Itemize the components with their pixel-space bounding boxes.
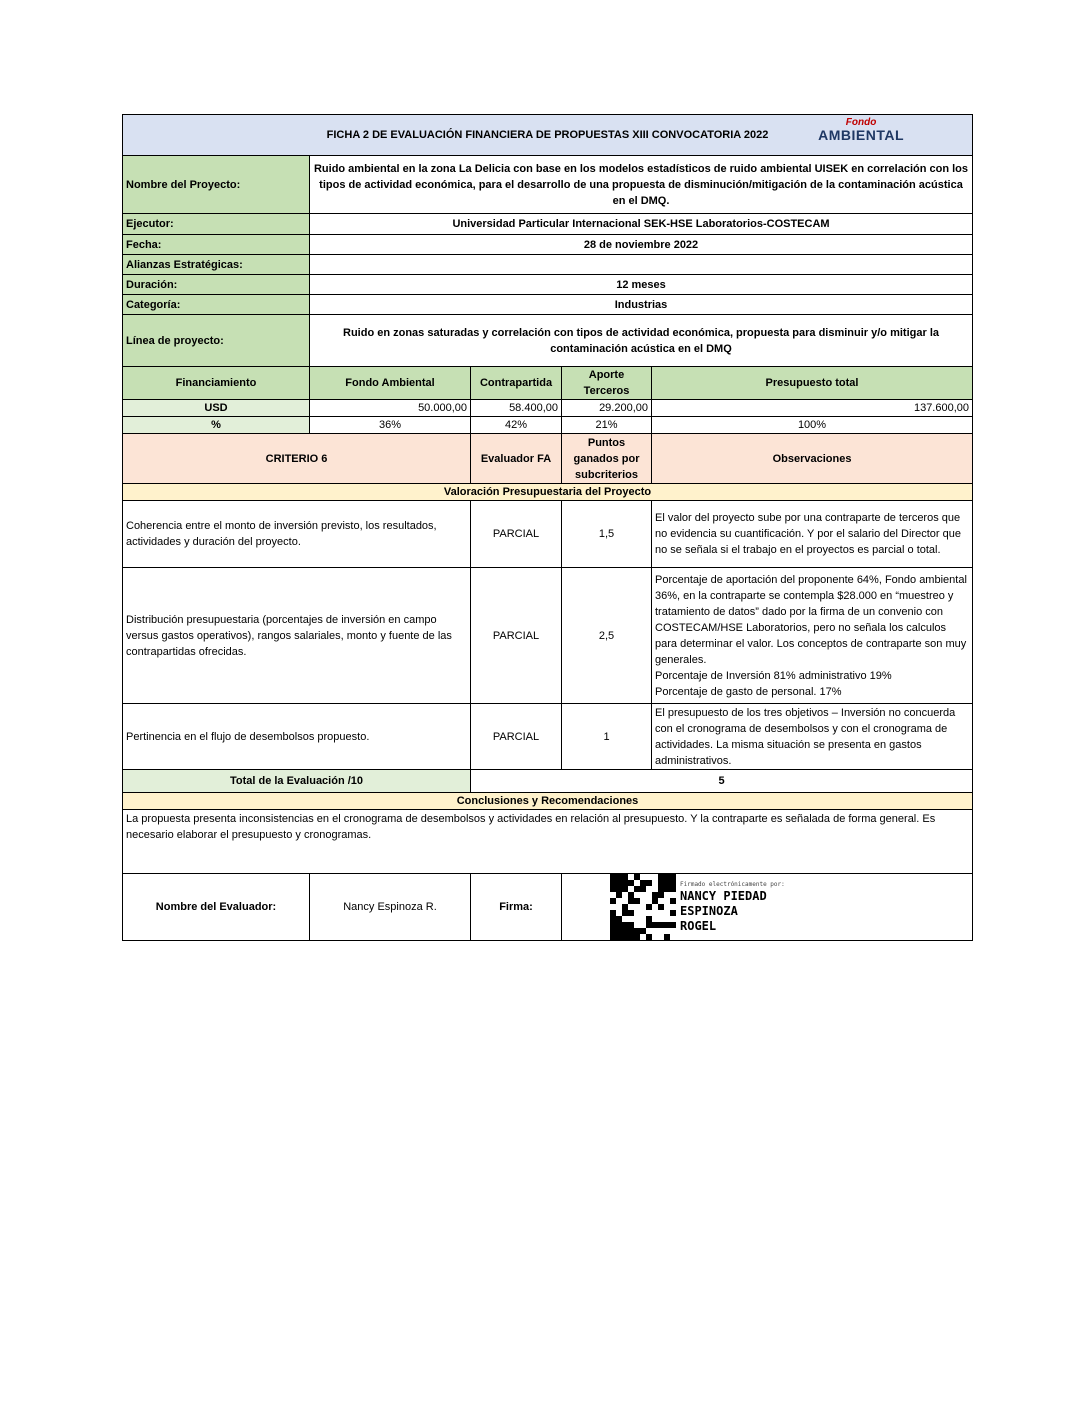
table-row (123, 501, 973, 568)
criterion-evaluator: PARCIAL (471, 501, 562, 568)
criterion-text: Coherencia entre el monto de inversión previsto, los resultados, actividades y duración del proyecto. (123, 501, 471, 568)
observation-paragraph: Porcentaje de gasto de personal. 17% (655, 685, 842, 698)
alliances-label: Alianzas Estratégicas: (123, 255, 310, 275)
observation-paragraph: Porcentaje de Inversión 81% administrativo 19% (655, 669, 892, 682)
aporte-terceros-header: Aporte Terceros (562, 367, 652, 400)
observation-paragraph: Porcentaje de aportación del proponente 64%, Fondo ambiental 36%, en la contraparte se contempla $28.000 en “muestreo y tratamiento de datos” dado por la firma de un convenio con COSTECAM/HSE Laboratorios, pero no señala los calculos para determinar el valor. Los conceptos de contraparte son muy generales. (655, 573, 967, 666)
usd-contrapartida: 58.400,00 (471, 400, 562, 417)
criterion-observations: El valor del proyecto sube por una contraparte de terceros que no evidencia su cuantificación. Y por el salario del Director que no se señala si el trabajo en el proyectos es parcial o total. (652, 501, 973, 568)
evaluator-name-label: Nombre del Evaluador: (123, 874, 310, 941)
project-name-label: Nombre del Proyecto: (123, 156, 310, 214)
table-row (123, 568, 973, 704)
budget-section-title: Valoración Presupuestaria del Proyecto (123, 484, 973, 501)
criterion-evaluator: PARCIAL (471, 704, 562, 770)
points-header: Puntos ganados por subcriterios (562, 434, 652, 484)
usd-label: USD (123, 400, 310, 417)
project-line-label: Línea de proyecto: (123, 315, 310, 367)
date-value: 28 de noviembre 2022 (310, 235, 973, 255)
executor-value: Universidad Particular Internacional SEK-HSE Laboratorios-COSTECAM (310, 214, 973, 235)
total-label: Total de la Evaluación /10 (123, 770, 471, 793)
alliances-value (310, 255, 973, 275)
criterion-evaluator: PARCIAL (471, 568, 562, 704)
evaluation-table (122, 114, 973, 941)
executor-label: Ejecutor: (123, 214, 310, 235)
table-row (123, 704, 973, 770)
signed-by-label: Firmado electrónicamente por: (680, 880, 785, 888)
project-line-value: Ruido en zonas saturadas y correlación con tipos de actividad económica, propuesta para disminuir y/o mitigar la contaminación acústica en el DMQ (310, 315, 973, 367)
presupuesto-total-header: Presupuesto total (652, 367, 973, 400)
form-header (123, 115, 973, 156)
conclusions-text: La propuesta presenta inconsistencias en el cronograma de desembolsos y actividades en relación al presupuesto. Y la contraparte es señalada de forma general. Es necesario elaborar el presupuesto y cronogramas. (123, 810, 973, 874)
signer-name-line: ESPINOZA (680, 903, 738, 918)
pct-presupuesto-total: 100% (652, 417, 973, 434)
pct-label: % (123, 417, 310, 434)
date-label: Fecha: (123, 235, 310, 255)
criterion-text: Distribución presupuestaria (porcentajes de inversión en campo versus gastos operativos), rangos salariales, monto y fuente de las contrapartidas ofrecidas. (123, 568, 471, 704)
duration-label: Duración: (123, 275, 310, 295)
criterion-observations (652, 568, 973, 704)
criterion-observations: El presupuesto de los tres objetivos – Inversión no concuerda con el cronograma de desembolsos y con el cronograma de actividades. La misma situación se presenta en gastos administrativos. (652, 704, 973, 770)
criterion-points: 1,5 (562, 501, 652, 568)
criterion-header: CRITERIO 6 (123, 434, 471, 484)
project-name-value: Ruido ambiental en la zona La Delicia con base en los modelos estadísticos de ruido ambiental UISEK en correlación con los tipos de actividad económica, para el desarrollo de una propuesta de disminución/mitigación de la contaminación acústica en el DMQ. (310, 156, 973, 214)
signer-name-line: ROGEL (680, 918, 717, 933)
signature-label: Firma: (471, 874, 562, 941)
pct-fondo-ambiental: 36% (310, 417, 471, 434)
signature-cell (562, 874, 973, 941)
category-value: Industrias (310, 295, 973, 315)
fondo-ambiental-logo: Fondo AMBIENTAL (818, 117, 905, 143)
signer-name-line: NANCY PIEDAD (680, 888, 767, 903)
pct-contrapartida: 42% (471, 417, 562, 434)
category-label: Categoría: (123, 295, 310, 315)
signature-text (680, 881, 785, 934)
pct-aporte-terceros: 21% (562, 417, 652, 434)
form-title: FICHA 2 DE EVALUACIÓN FINANCIERA DE PROPUESTAS XIII CONVOCATORIA 2022 (326, 129, 769, 141)
usd-presupuesto-total: 137.600,00 (652, 400, 973, 417)
contrapartida-header: Contrapartida (471, 367, 562, 400)
electronic-signature (562, 874, 972, 940)
fondo-ambiental-header: Fondo Ambiental (310, 367, 471, 400)
observations-header: Observaciones (652, 434, 973, 484)
criterion-text: Pertinencia en el flujo de desembolsos propuesto. (123, 704, 471, 770)
financing-header: Financiamiento (123, 367, 310, 400)
criterion-points: 2,5 (562, 568, 652, 704)
usd-aporte-terceros: 29.200,00 (562, 400, 652, 417)
evaluation-form (122, 114, 972, 941)
qr-code-icon (610, 874, 676, 940)
conclusions-title: Conclusiones y Recomendaciones (123, 793, 973, 810)
duration-value: 12 meses (310, 275, 973, 295)
usd-fondo-ambiental: 50.000,00 (310, 400, 471, 417)
evaluator-name-value: Nancy Espinoza R. (310, 874, 471, 941)
total-value: 5 (471, 770, 973, 793)
evaluator-header: Evaluador FA (471, 434, 562, 484)
criterion-points: 1 (562, 704, 652, 770)
